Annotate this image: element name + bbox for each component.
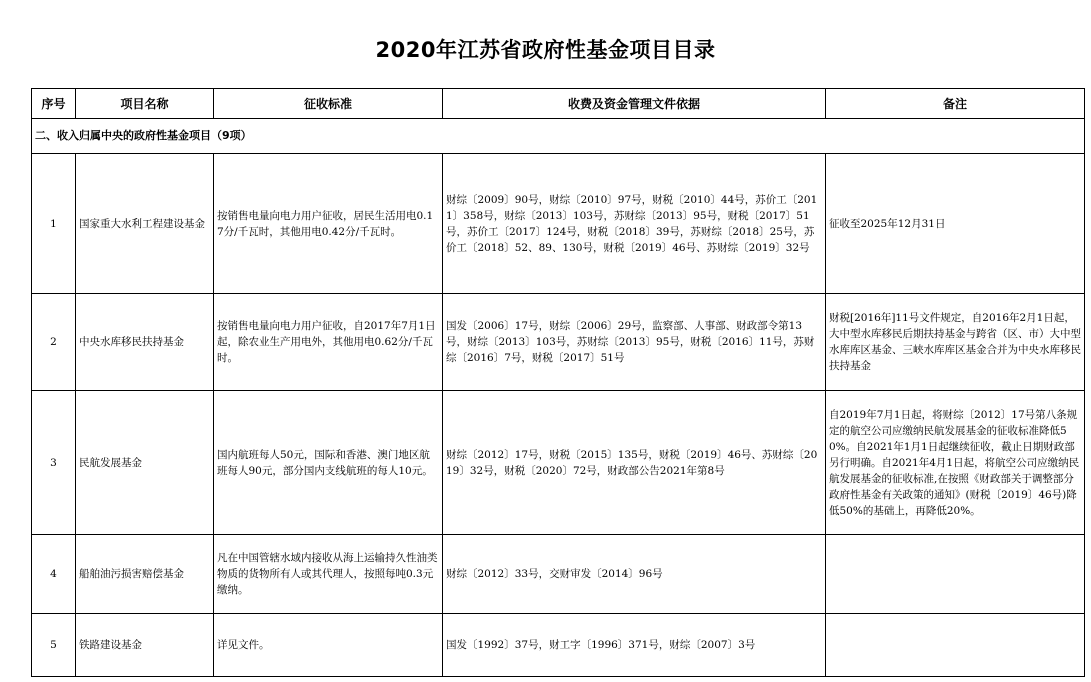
header-no: 序号 bbox=[32, 89, 76, 119]
fund-table bbox=[31, 88, 1085, 677]
row-note: 财税[2016年]11号文件规定，自2016年2月1日起，大中型水库移民后期扶持基金与跨省（区、市）大中型水库库区基金、三峡水库库区基金合并为中央水库移民扶持基金 bbox=[826, 294, 1085, 391]
row-note: 征收至2025年12月31日 bbox=[826, 154, 1085, 294]
section-row bbox=[32, 119, 1085, 154]
table-row bbox=[32, 294, 1085, 391]
row-basis: 财综〔2012〕17号，财税〔2015〕135号，财税〔2019〕46号、苏财综〔2019〕32号，财税〔2020〕72号，财政部公告2021年第8号 bbox=[443, 391, 826, 535]
row-no: 5 bbox=[32, 614, 76, 677]
row-basis: 国发〔2006〕17号，财综〔2006〕29号，监察部、人事部、财政部令第13号，财综〔2013〕103号，苏财综〔2013〕95号，财税〔2016〕11号，苏财综〔2016〕7号，财税〔2017〕51号 bbox=[443, 294, 826, 391]
header-note: 备注 bbox=[826, 89, 1085, 119]
header-standard: 征收标准 bbox=[214, 89, 443, 119]
header-name: 项目名称 bbox=[76, 89, 214, 119]
row-name: 民航发展基金 bbox=[76, 391, 214, 535]
row-no: 3 bbox=[32, 391, 76, 535]
header-basis: 收费及资金管理文件依据 bbox=[443, 89, 826, 119]
row-basis: 财综〔2009〕90号，财综〔2010〕97号，财税〔2010〕44号，苏价工〔2011〕358号，财综〔2013〕103号，苏财综〔2013〕95号，财税〔2017〕51号，苏价工〔2017〕124号，财税〔2018〕39号，苏财综〔2018〕25号，苏价工〔2018〕52、89、130号，财税〔2019〕46号、苏财综〔2019〕32号 bbox=[443, 154, 826, 294]
table-row bbox=[32, 391, 1085, 535]
row-standard: 按销售电量向电力用户征收，自2017年7月1日起，除农业生产用电外，其他用电0.62分/千瓦时。 bbox=[214, 294, 443, 391]
page-title: 2020年江苏省政府性基金项目目录 bbox=[375, 38, 716, 62]
table-row bbox=[32, 154, 1085, 294]
row-name: 中央水库移民扶持基金 bbox=[76, 294, 214, 391]
row-basis: 财综〔2012〕33号，交财审发〔2014〕96号 bbox=[443, 535, 826, 614]
row-standard: 详见文件。 bbox=[214, 614, 443, 677]
row-note: 自2019年7月1日起，将财综〔2012〕17号第八条规定的航空公司应缴纳民航发展基金的征收标准降低50%。自2021年1月1日起继续征收，截止日期财政部另行明确。自2021年4月1日起，将航空公司应缴纳民航发展基金的征收标准,在按照《财政部关于调整部分政府性基金有关政策的通知》(财税〔2019〕46号)降低50%的基础上，再降低20%。 bbox=[826, 391, 1085, 535]
row-basis: 国发〔1992〕37号，财工字〔1996〕371号，财综〔2007〕3号 bbox=[443, 614, 826, 677]
row-standard: 凡在中国管辖水域内接收从海上运输持久性油类物质的货物所有人或其代理人，按照每吨0.3元缴纳。 bbox=[214, 535, 443, 614]
row-name: 国家重大水利工程建设基金 bbox=[76, 154, 214, 294]
row-standard: 国内航班每人50元，国际和香港、澳门地区航班每人90元，部分国内支线航班的每人10元。 bbox=[214, 391, 443, 535]
row-note bbox=[826, 614, 1085, 677]
row-standard: 按销售电量向电力用户征收，居民生活用电0.17分/千瓦时，其他用电0.42分/千瓦时。 bbox=[214, 154, 443, 294]
header-row bbox=[32, 89, 1085, 119]
row-no: 4 bbox=[32, 535, 76, 614]
table-row bbox=[32, 614, 1085, 677]
table-row bbox=[32, 535, 1085, 614]
row-name: 铁路建设基金 bbox=[76, 614, 214, 677]
row-note bbox=[826, 535, 1085, 614]
row-no: 2 bbox=[32, 294, 76, 391]
row-no: 1 bbox=[32, 154, 76, 294]
row-name: 船舶油污损害赔偿基金 bbox=[76, 535, 214, 614]
section-label: 二、收入归属中央的政府性基金项目（9项） bbox=[32, 119, 1085, 154]
